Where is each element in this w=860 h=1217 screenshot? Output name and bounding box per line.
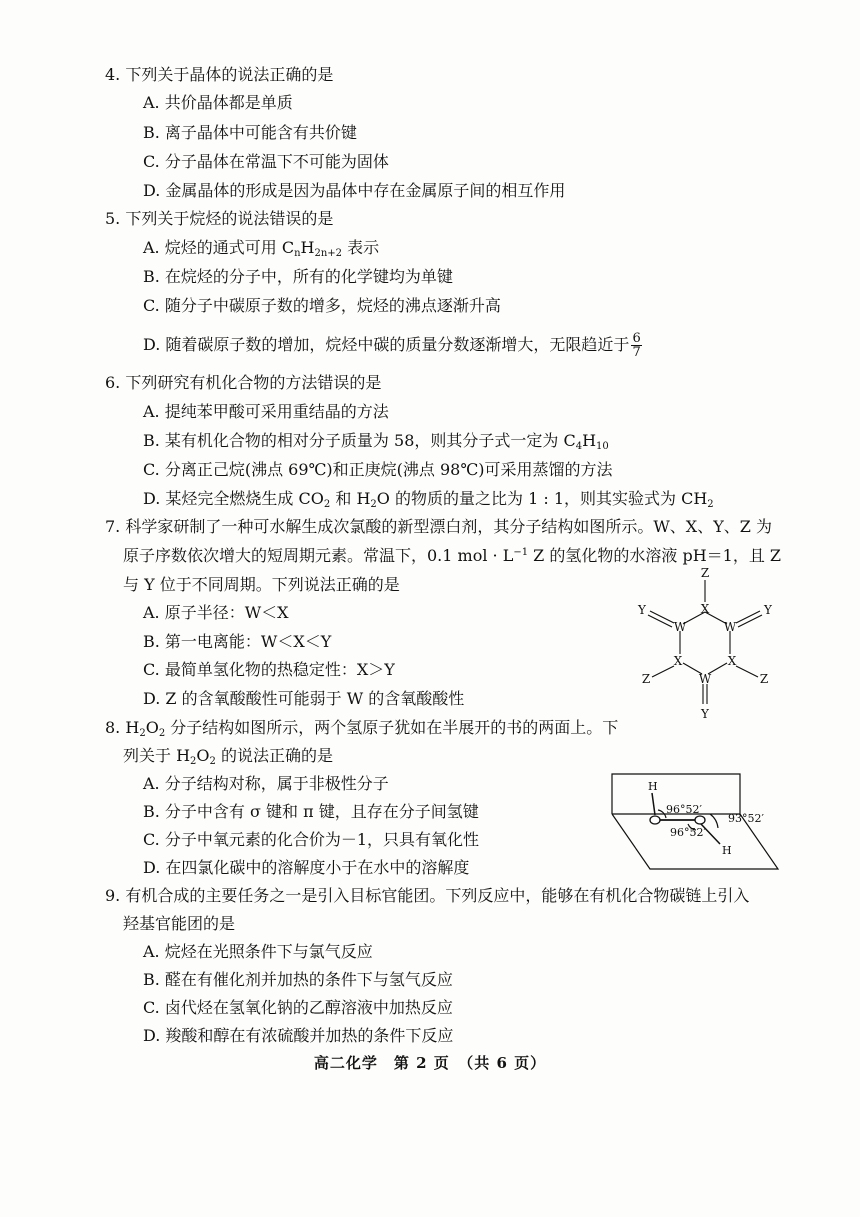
q5-stem: 5. 下列关于烷烃的说法错误的是 — [105, 209, 334, 228]
q8-option-c: C. 分子中氧元素的化合价为－1，只具有氧化性 — [143, 830, 480, 849]
q5-option-b: B. 在烷烃的分子中，所有的化学键均为单键 — [143, 267, 453, 286]
q9-option-c: C. 卤代烃在氢氧化钠的乙醇溶液中加热反应 — [143, 998, 453, 1017]
q6-option-d: D. 某烃完全燃烧生成 $CO_2$ 和 $H_2O$ 的物质的量之比为 1 : 1，则其实验式为 $CH_2$ — [143, 489, 714, 510]
q8-option-d: D. 在四氯化碳中的溶解度小于在水中的溶解度 — [143, 858, 470, 877]
diagram-y-right: Y — [764, 603, 772, 617]
q9-stem-line2: 羟基官能团的是 — [123, 914, 236, 933]
diagram-w-left: W — [673, 620, 687, 634]
q9-option-a: A. 烷烃在光照条件下与氯气反应 — [143, 942, 373, 961]
fraction-six-sevenths: $\frac{6}{7}$ — [632, 331, 641, 360]
q7-stem-line1: 7. 科学家研制了一种可水解生成次氯酸的新型漂白剂，其分子结构如图所示。W、X、Y、Z 为 — [105, 517, 772, 536]
diagram-z-top: Z — [700, 566, 710, 580]
q8-option-a: A. 分子结构对称，属于非极性分子 — [143, 774, 389, 793]
q7-option-b: B. 第一电离能：W＜X＜Y — [143, 632, 332, 651]
q7-option-c: C. 最简单氢化物的热稳定性：X＞Y — [143, 660, 395, 679]
q6-stem: 6. 下列研究有机化合物的方法错误的是 — [105, 373, 382, 392]
q4-option-b: B. 离子晶体中可能含有共价键 — [143, 123, 357, 142]
q8-h2o2-diagram — [600, 766, 780, 876]
q4-stem: 4. 下列关于晶体的说法正确的是 — [105, 65, 334, 84]
q4-option-d: D. 金属晶体的形成是因为晶体中存在金属原子间的相互作用 — [143, 181, 566, 200]
q7-option-a: A. 原子半径：W＜X — [143, 603, 289, 622]
q4-option-c: C. 分子晶体在常温下不可能为固体 — [143, 152, 389, 171]
diagram-angle-2: 93°52′ — [728, 812, 764, 825]
q9-option-b: B. 醛在有催化剂并加热的条件下与氢气反应 — [143, 970, 453, 989]
diagram-x-top: X — [700, 602, 710, 616]
q6-option-b: B. 某有机化合物的相对分子质量为 58，则其分子式一定为 $C_4H_{10}$ — [143, 431, 609, 452]
diagram-angle-1: 96°52′ — [666, 803, 702, 816]
diagram-x-right: X — [727, 654, 737, 668]
q7-stem-line2: 原子序数依次增大的短周期元素。常温下，0.1 mol · $L^{-1}$ Z 的氢化物的水溶液 pH＝1，且 Z — [123, 546, 782, 565]
diagram-x-left: X — [673, 654, 683, 668]
page-footer: 高二化学 第 2 页 （共 6 页） — [313, 1054, 547, 1072]
q8-stem-line2: 列关于 $H_2O_2$ 的说法正确的是 — [123, 746, 334, 767]
q6-option-c: C. 分离正己烷(沸点 69℃)和正庚烷(沸点 98℃)可采用蒸馏的方法 — [143, 460, 613, 479]
q4-option-a: A. 共价晶体都是单质 — [143, 93, 293, 112]
diagram-z-left: Z — [641, 672, 651, 686]
diagram-w-bottom: W — [698, 672, 712, 686]
diagram-h-top: H — [648, 780, 658, 793]
diagram-h-bottom: H — [722, 844, 732, 857]
q5-option-a: A. 烷烃的通式可用 $C_nH_{2n+2}$ 表示 — [143, 238, 380, 259]
q7-structure-diagram — [630, 566, 780, 726]
q7-stem-line3: 与 Y 位于不同周期。下列说法正确的是 — [123, 575, 400, 594]
q7-option-d: D. Z 的含氧酸酸性可能弱于 W 的含氧酸酸性 — [143, 689, 465, 708]
q5-option-c: C. 随分子中碳原子数的增多，烷烃的沸点逐渐升高 — [143, 296, 501, 315]
q9-stem-line1: 9. 有机合成的主要任务之一是引入目标官能团。下列反应中，能够在有机化合物碳链上引入 — [105, 886, 750, 905]
q8-option-b: B. 分子中含有 σ 键和 π 键，且存在分子间氢键 — [143, 802, 479, 821]
q8-stem-line1: 8. $H_2O_2$ 分子结构如图所示，两个氢原子犹如在半展开的书的两面上。下 — [105, 718, 619, 739]
diagram-y-left: Y — [638, 603, 646, 617]
diagram-angle-3: 96°52′ — [670, 826, 706, 839]
diagram-y-bottom: Y — [701, 707, 709, 721]
diagram-w-right: W — [723, 620, 737, 634]
q6-option-a: A. 提纯苯甲酸可采用重结晶的方法 — [143, 402, 389, 421]
q9-option-d: D. 羧酸和醇在有浓硫酸并加热的条件下反应 — [143, 1026, 454, 1045]
q5-option-d: D. 随着碳原子数的增加，烷烃中碳的质量分数逐渐增大，无限趋近于 $\frac{6}{7}$ — [143, 331, 641, 360]
diagram-z-right: Z — [759, 672, 769, 686]
